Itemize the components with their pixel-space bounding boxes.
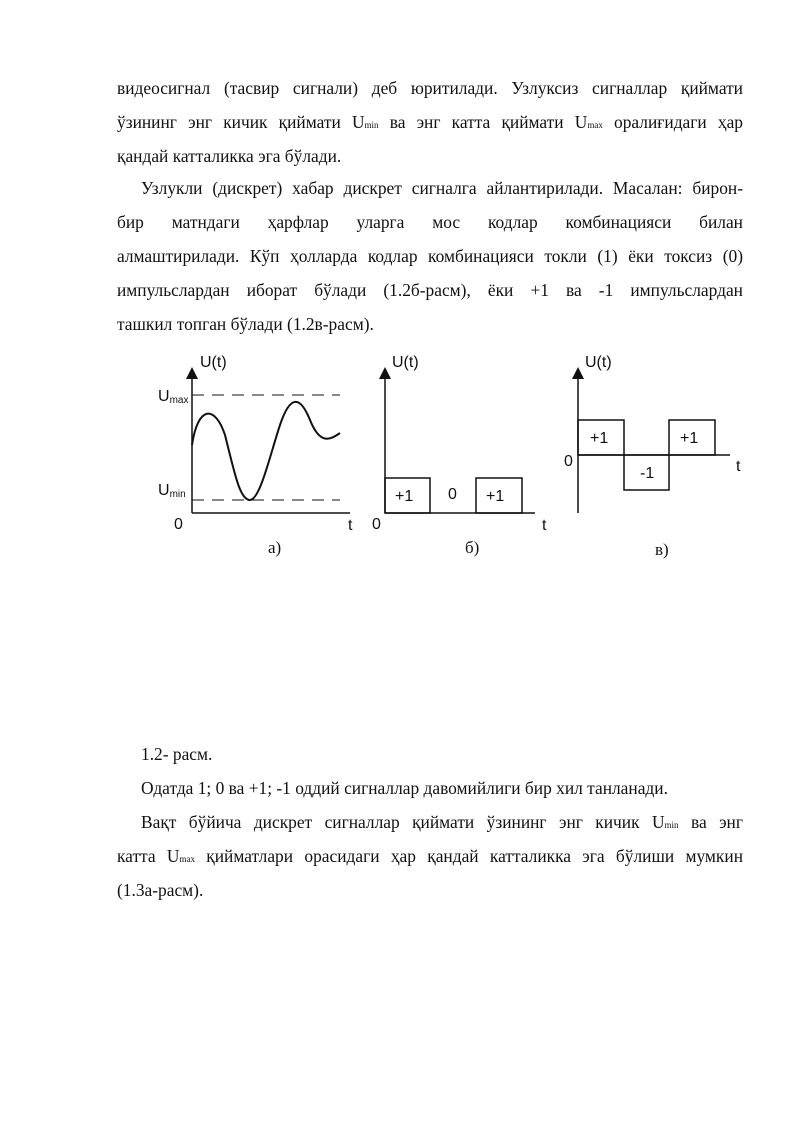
- figure-caption: 1.2- расм.: [141, 744, 213, 764]
- origin-label: 0: [174, 516, 183, 533]
- text-line: қандай катталикка эга бўлади.: [117, 146, 342, 166]
- paragraph-1: [117, 71, 743, 173]
- text-line: ташкил топган бўлади (1.2в-расм).: [117, 314, 374, 334]
- caption-b: б): [465, 538, 480, 557]
- subscript-max: max: [587, 120, 603, 130]
- text-line: (1.3а-расм).: [117, 880, 204, 900]
- axis-y-label: U(t): [200, 354, 227, 371]
- panel-c: [564, 354, 741, 559]
- pulse-label: +1: [486, 488, 505, 505]
- umin-label: Umin: [158, 482, 186, 500]
- pulse-label: +1: [395, 488, 414, 505]
- pulse-label: +1: [590, 430, 609, 447]
- axis-x-label: t: [348, 517, 353, 534]
- text-line: катта Umax қийматлари орасидаги ҳар қандай катталикка эга бўлиши мумкин: [117, 846, 743, 866]
- text-line: импульслардан иборат бўлади (1.2б-расм), ёки +1 ва -1 импульслардан: [117, 280, 743, 300]
- axis-x-label: t: [736, 458, 741, 475]
- caption-c: в): [655, 540, 669, 559]
- origin-label: 0: [564, 453, 573, 470]
- text-line: алмаштирилади. Кўп ҳолларда кодлар комбинацияси токли (1) ёки токсиз (0): [117, 246, 743, 266]
- paragraph-4: [117, 805, 743, 907]
- subscript-min: min: [364, 120, 379, 130]
- text-line: видеосигнал (тасвир сигнали) деб юритилади. Узлуксиз сигналлар қиймати: [117, 78, 743, 98]
- text-line: ўзининг энг кичик қиймати Umin ва энг катта қиймати Umax оралиғидаги ҳар: [117, 112, 743, 132]
- origin-label: 0: [372, 516, 381, 533]
- axis-y-label: U(t): [585, 354, 612, 371]
- pulse-label: +1: [680, 430, 699, 447]
- axis-x-label: t: [542, 517, 547, 534]
- pulse-label: -1: [640, 465, 655, 482]
- text-line: Вақт бўйича дискрет сигналлар қиймати ўзининг энг кичик Umin ва энг: [141, 812, 743, 832]
- axis-y-label: U(t): [392, 354, 419, 371]
- subscript-max: max: [179, 854, 195, 864]
- continuous-signal-curve: [192, 402, 340, 500]
- text-line: Узлукли (дискрет) хабар дискрет сигналга айлантирилади. Масалан: бирон-: [141, 178, 743, 198]
- caption-a: а): [268, 538, 282, 557]
- panel-a: [158, 354, 353, 557]
- figure-1-2: [140, 345, 760, 570]
- text-line: бир матндаги ҳарфлар уларга мос кодлар комбинацияси билан: [117, 212, 743, 232]
- paragraph-3: Одатда 1; 0 ва +1; -1 оддий сигналлар давомийлиги бир хил танланади.: [141, 778, 668, 798]
- figure-svg: [140, 345, 760, 570]
- umax-label: Umax: [158, 388, 189, 406]
- paragraph-2: [117, 171, 743, 341]
- subscript-min: min: [664, 820, 679, 830]
- panel-b: [372, 354, 547, 557]
- gap-label: 0: [448, 486, 457, 503]
